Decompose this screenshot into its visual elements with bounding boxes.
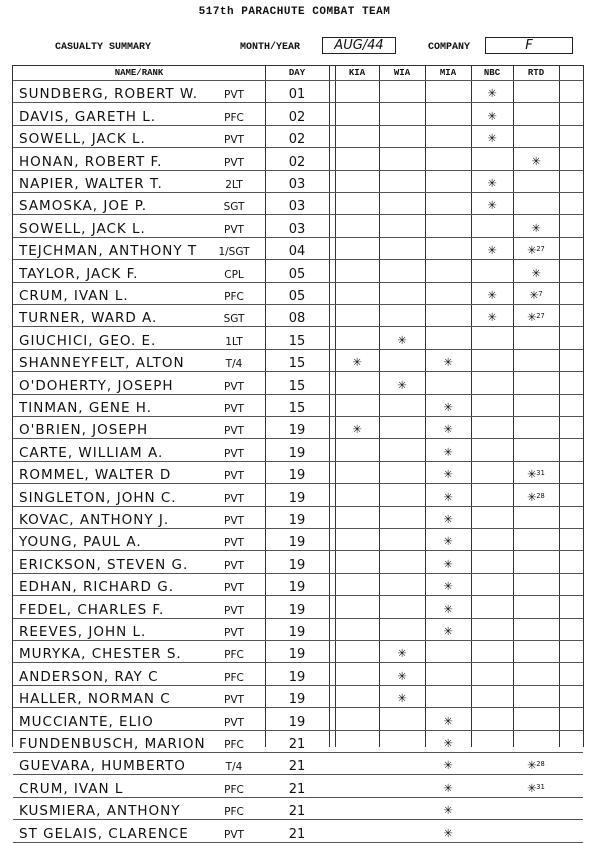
casualty-rank: PVT bbox=[224, 223, 244, 236]
kia-mark bbox=[335, 351, 379, 371]
asterisk-mark-icon: ✳ bbox=[487, 284, 497, 303]
table-row bbox=[13, 775, 583, 797]
asterisk-mark-icon: ✳ bbox=[527, 777, 537, 796]
casualty-rank: PFC bbox=[224, 649, 244, 662]
asterisk-mark-icon: ✳ bbox=[397, 374, 407, 393]
asterisk-mark-icon: ✳ bbox=[443, 800, 453, 819]
asterisk-mark-icon: ✳ bbox=[443, 598, 453, 617]
nbc-mark bbox=[471, 127, 513, 147]
casualty-day: 05 bbox=[288, 266, 306, 282]
table-row bbox=[13, 619, 583, 641]
casualty-rank: PFC bbox=[224, 738, 244, 751]
rtd-mark bbox=[513, 754, 559, 774]
table-row bbox=[13, 305, 583, 327]
table-row bbox=[13, 686, 583, 708]
casualty-name: SINGLETON, JOHN C. bbox=[19, 489, 177, 506]
table-row bbox=[13, 529, 583, 551]
col-header-mia: MIA bbox=[439, 68, 457, 78]
month-year-field: AUG/44 bbox=[322, 37, 396, 54]
asterisk-mark-icon: ✳ bbox=[352, 419, 362, 438]
asterisk-mark-icon: ✳ bbox=[443, 396, 453, 415]
casualty-day: 19 bbox=[288, 647, 306, 663]
wia-mark bbox=[379, 329, 425, 349]
row-rule bbox=[13, 842, 583, 843]
casualty-rank: 1LT bbox=[225, 335, 243, 348]
casualty-day: 19 bbox=[288, 580, 306, 596]
casualty-day: 19 bbox=[288, 423, 306, 439]
casualty-day: 19 bbox=[288, 535, 306, 551]
casualty-rank: PVT bbox=[224, 425, 244, 438]
wia-mark bbox=[379, 642, 425, 662]
rtd-return-day: 28 bbox=[536, 760, 545, 769]
table-row bbox=[13, 350, 583, 372]
mia-mark bbox=[425, 441, 471, 461]
asterisk-mark-icon: ✳ bbox=[487, 105, 497, 124]
table-row bbox=[13, 596, 583, 618]
asterisk-mark-icon: ✳ bbox=[443, 531, 453, 550]
asterisk-mark-icon: ✳ bbox=[443, 441, 453, 460]
asterisk-mark-icon: ✳ bbox=[487, 128, 497, 147]
wia-mark bbox=[379, 687, 425, 707]
casualty-rank: CPL bbox=[224, 268, 244, 281]
rtd-mark bbox=[513, 217, 559, 237]
nbc-mark bbox=[471, 172, 513, 192]
asterisk-mark-icon: ✳ bbox=[487, 172, 497, 191]
casualty-rank: 2LT bbox=[225, 178, 243, 191]
casualty-day: 19 bbox=[288, 557, 306, 573]
casualty-name: EDHAN, RICHARD G. bbox=[19, 579, 174, 596]
casualty-day: 03 bbox=[288, 199, 306, 215]
asterisk-mark-icon: ✳ bbox=[443, 732, 453, 751]
casualty-day: 08 bbox=[288, 311, 306, 327]
rtd-return-day: 27 bbox=[536, 312, 545, 321]
asterisk-mark-icon: ✳ bbox=[531, 150, 541, 169]
table-row bbox=[13, 126, 583, 148]
asterisk-mark-icon: ✳ bbox=[443, 352, 453, 371]
casualty-rank: PVT bbox=[224, 694, 244, 707]
casualty-name: HONAN, ROBERT F. bbox=[19, 153, 163, 170]
casualty-name: FEDEL, CHARLES F. bbox=[19, 601, 165, 618]
company-field: F bbox=[485, 37, 573, 54]
asterisk-mark-icon: ✳ bbox=[443, 508, 453, 527]
table-row bbox=[13, 798, 583, 820]
asterisk-mark-icon: ✳ bbox=[527, 240, 537, 259]
casualty-name: CRUM, IVAN L bbox=[19, 780, 124, 797]
casualty-day: 05 bbox=[288, 288, 306, 304]
casualty-rank: PVT bbox=[224, 604, 244, 617]
casualty-rank: PVT bbox=[224, 582, 244, 595]
mia-mark bbox=[425, 777, 471, 797]
table-row bbox=[13, 551, 583, 573]
company-label: COMPANY bbox=[428, 42, 471, 53]
casualty-name: SAMOSKA, JOE P. bbox=[19, 198, 148, 215]
nbc-mark bbox=[471, 82, 513, 102]
casualty-name: TEJCHMAN, ANTHONY T bbox=[19, 243, 198, 260]
casualty-name: ST GELAIS, CLARENCE bbox=[19, 825, 189, 842]
rtd-return-day: 28 bbox=[536, 491, 545, 500]
nbc-mark bbox=[471, 105, 513, 125]
asterisk-mark-icon: ✳ bbox=[397, 643, 407, 662]
table-row bbox=[13, 708, 583, 730]
casualty-rank: 1/SGT bbox=[218, 246, 250, 259]
casualty-name: MURYKA, CHESTER S. bbox=[19, 646, 182, 663]
asterisk-mark-icon: ✳ bbox=[487, 307, 497, 326]
asterisk-mark-icon: ✳ bbox=[443, 464, 453, 483]
table-row bbox=[13, 260, 583, 282]
casualty-name: ROMMEL, WALTER D bbox=[19, 467, 172, 484]
asterisk-mark-icon: ✳ bbox=[527, 486, 537, 505]
casualty-day: 02 bbox=[288, 132, 306, 148]
casualty-name: ANDERSON, RAY C bbox=[19, 668, 159, 685]
casualty-day: 01 bbox=[288, 87, 306, 103]
col-header-rtd: RTD bbox=[527, 68, 545, 78]
casualty-rank: T/4 bbox=[225, 761, 243, 774]
mia-mark bbox=[425, 396, 471, 416]
casualty-rank: PFC bbox=[224, 290, 244, 303]
table-row bbox=[13, 820, 583, 842]
col-header-nbc: NBC bbox=[483, 68, 501, 78]
mia-mark bbox=[425, 486, 471, 506]
casualty-rank: PVT bbox=[224, 492, 244, 505]
table-row bbox=[13, 753, 583, 775]
asterisk-mark-icon: ✳ bbox=[487, 83, 497, 102]
casualty-name: ERICKSON, STEVEN G. bbox=[19, 556, 189, 573]
casualty-rank: PVT bbox=[224, 626, 244, 639]
casualty-rank: T/4 bbox=[225, 358, 243, 371]
form-title: 517th PARACHUTE COMBAT TEAM bbox=[198, 6, 391, 18]
casualty-name: FUNDENBUSCH, MARION bbox=[19, 735, 206, 752]
casualty-day: 04 bbox=[288, 244, 306, 260]
casualty-day: 19 bbox=[288, 468, 306, 484]
casualty-rank: SGT bbox=[223, 201, 245, 214]
casualty-day: 03 bbox=[288, 176, 306, 192]
rtd-mark bbox=[513, 150, 559, 170]
asterisk-mark-icon: ✳ bbox=[443, 777, 453, 796]
mia-mark bbox=[425, 598, 471, 618]
casualty-day: 15 bbox=[288, 333, 306, 349]
casualty-rank: PFC bbox=[224, 671, 244, 684]
casualty-rank: PVT bbox=[224, 537, 244, 550]
mia-mark bbox=[425, 575, 471, 595]
casualty-rank: PVT bbox=[224, 447, 244, 460]
table-row bbox=[13, 663, 583, 685]
casualty-name: TURNER, WARD A. bbox=[19, 310, 158, 327]
asterisk-mark-icon: ✳ bbox=[527, 464, 537, 483]
casualty-day: 19 bbox=[288, 602, 306, 618]
casualty-day: 02 bbox=[288, 154, 306, 170]
casualty-rank: PVT bbox=[224, 380, 244, 393]
casualty-name: SUNDBERG, ROBERT W. bbox=[19, 86, 198, 103]
asterisk-mark-icon: ✳ bbox=[352, 352, 362, 371]
casualty-rank: PFC bbox=[224, 806, 244, 819]
asterisk-mark-icon: ✳ bbox=[443, 486, 453, 505]
table-row bbox=[13, 574, 583, 596]
mia-mark bbox=[425, 508, 471, 528]
casualty-rank: PVT bbox=[224, 156, 244, 169]
rtd-return-day: 27 bbox=[536, 245, 545, 254]
mia-mark bbox=[425, 351, 471, 371]
table-row bbox=[13, 283, 583, 305]
casualty-name: REEVES, JOHN L. bbox=[19, 623, 147, 640]
nbc-mark bbox=[471, 284, 513, 304]
nbc-mark bbox=[471, 239, 513, 259]
col-header-day: DAY bbox=[288, 68, 306, 78]
wia-mark bbox=[379, 665, 425, 685]
asterisk-mark-icon: ✳ bbox=[397, 688, 407, 707]
table-row bbox=[13, 238, 583, 260]
casualty-day: 02 bbox=[288, 109, 306, 125]
casualty-day: 15 bbox=[288, 378, 306, 394]
mia-mark bbox=[425, 553, 471, 573]
rtd-mark bbox=[513, 262, 559, 282]
asterisk-mark-icon: ✳ bbox=[527, 755, 537, 774]
casualty-day: 19 bbox=[288, 624, 306, 640]
casualty-day: 15 bbox=[288, 356, 306, 372]
casualty-name: CRUM, IVAN L. bbox=[19, 287, 129, 304]
casualty-day: 03 bbox=[288, 221, 306, 237]
casualty-name: O'DOHERTY, JOSEPH bbox=[19, 377, 174, 394]
table-row bbox=[13, 395, 583, 417]
asterisk-mark-icon: ✳ bbox=[443, 710, 453, 729]
asterisk-mark-icon: ✳ bbox=[443, 620, 453, 639]
asterisk-mark-icon: ✳ bbox=[397, 329, 407, 348]
casualty-name: KUSMIERA, ANTHONY bbox=[19, 803, 181, 820]
col-header-wia: WIA bbox=[393, 68, 411, 78]
casualty-day: 19 bbox=[288, 512, 306, 528]
table-row bbox=[13, 484, 583, 506]
mia-mark bbox=[425, 418, 471, 438]
rtd-mark bbox=[513, 239, 559, 259]
table-row bbox=[13, 462, 583, 484]
casualty-day: 15 bbox=[288, 400, 306, 416]
casualty-day: 19 bbox=[288, 714, 306, 730]
mia-mark bbox=[425, 799, 471, 819]
rtd-mark bbox=[513, 463, 559, 483]
table-row bbox=[13, 417, 583, 439]
asterisk-mark-icon: ✳ bbox=[487, 240, 497, 259]
kia-mark bbox=[335, 418, 379, 438]
casualty-day: 21 bbox=[288, 736, 306, 752]
casualty-day: 21 bbox=[288, 826, 306, 842]
casualty-name: YOUNG, PAUL A. bbox=[19, 534, 142, 551]
casualty-name: MUCCIANTE, ELIO bbox=[19, 713, 154, 730]
rtd-mark bbox=[513, 306, 559, 326]
casualty-day: 19 bbox=[288, 669, 306, 685]
casualty-rank: PFC bbox=[224, 783, 244, 796]
mia-mark bbox=[425, 822, 471, 842]
casualty-table bbox=[12, 65, 584, 842]
casualty-summary-label: CASUALTY SUMMARY bbox=[55, 42, 152, 53]
asterisk-mark-icon: ✳ bbox=[487, 195, 497, 214]
asterisk-mark-icon: ✳ bbox=[443, 419, 453, 438]
casualty-rank: PVT bbox=[224, 559, 244, 572]
casualty-day: 19 bbox=[288, 490, 306, 506]
casualty-day: 21 bbox=[288, 781, 306, 797]
nbc-mark bbox=[471, 194, 513, 214]
casualty-name: SOWELL, JACK L. bbox=[19, 131, 146, 148]
table-row bbox=[13, 215, 583, 237]
month-year-label: MONTH/YEAR bbox=[240, 42, 301, 53]
asterisk-mark-icon: ✳ bbox=[443, 576, 453, 595]
table-row bbox=[13, 193, 583, 215]
rtd-return-day: 31 bbox=[536, 782, 545, 791]
table-row bbox=[13, 81, 583, 103]
casualty-name: NAPIER, WALTER T. bbox=[19, 175, 163, 192]
asterisk-mark-icon: ✳ bbox=[397, 665, 407, 684]
casualty-name: HALLER, NORMAN C bbox=[19, 691, 171, 708]
casualty-rank: PVT bbox=[224, 716, 244, 729]
mia-mark bbox=[425, 710, 471, 730]
nbc-mark bbox=[471, 306, 513, 326]
casualty-name: SOWELL, JACK L. bbox=[19, 220, 146, 237]
casualty-name: TINMAN, GENE H. bbox=[19, 399, 153, 416]
casualty-rank: PFC bbox=[224, 111, 244, 124]
casualty-rank: PVT bbox=[224, 828, 244, 841]
casualty-name: CARTE, WILLIAM A. bbox=[19, 444, 164, 461]
col-header-name-rank: NAME/RANK bbox=[114, 68, 164, 78]
casualty-rank: PVT bbox=[224, 514, 244, 527]
casualty-name: DAVIS, GARETH L. bbox=[19, 108, 157, 125]
casualty-rank: PVT bbox=[224, 89, 244, 102]
casualty-name: GIUCHICI, GEO. E. bbox=[19, 332, 157, 349]
asterisk-mark-icon: ✳ bbox=[529, 284, 539, 303]
asterisk-mark-icon: ✳ bbox=[443, 755, 453, 774]
table-row bbox=[13, 641, 583, 663]
table-row bbox=[13, 148, 583, 170]
casualty-name: KOVAC, ANTHONY J. bbox=[19, 511, 170, 528]
casualty-day: 19 bbox=[288, 692, 306, 708]
table-row bbox=[13, 372, 583, 394]
casualty-rank: SGT bbox=[223, 313, 245, 326]
rtd-mark bbox=[513, 284, 559, 304]
rtd-return-day: 7 bbox=[538, 289, 543, 298]
mia-mark bbox=[425, 620, 471, 640]
casualty-rank: PVT bbox=[224, 402, 244, 415]
casualty-name: GUEVARA, HUMBERTO bbox=[19, 758, 186, 775]
mia-mark bbox=[425, 463, 471, 483]
asterisk-mark-icon: ✳ bbox=[531, 262, 541, 281]
casualty-name: SHANNEYFELT, ALTON bbox=[19, 355, 185, 372]
col-header-kia: KIA bbox=[348, 68, 366, 78]
casualty-rank: PVT bbox=[224, 134, 244, 147]
table-row bbox=[13, 327, 583, 349]
table-row bbox=[13, 731, 583, 753]
casualty-rank: PVT bbox=[224, 470, 244, 483]
rtd-mark bbox=[513, 777, 559, 797]
mia-mark bbox=[425, 732, 471, 752]
table-row bbox=[13, 507, 583, 529]
asterisk-mark-icon: ✳ bbox=[443, 553, 453, 572]
rtd-mark bbox=[513, 486, 559, 506]
mia-mark bbox=[425, 530, 471, 550]
asterisk-mark-icon: ✳ bbox=[527, 307, 537, 326]
casualty-day: 19 bbox=[288, 445, 306, 461]
wia-mark bbox=[379, 374, 425, 394]
casualty-name: O'BRIEN, JOSEPH bbox=[19, 422, 149, 439]
casualty-name: TAYLOR, JACK F. bbox=[19, 265, 139, 282]
table-row bbox=[13, 439, 583, 461]
asterisk-mark-icon: ✳ bbox=[531, 217, 541, 236]
casualty-day: 21 bbox=[288, 759, 306, 775]
asterisk-mark-icon: ✳ bbox=[443, 822, 453, 841]
mia-mark bbox=[425, 754, 471, 774]
table-row bbox=[13, 103, 583, 125]
casualty-day: 21 bbox=[288, 804, 306, 820]
table-row bbox=[13, 171, 583, 193]
rtd-return-day: 31 bbox=[536, 469, 545, 478]
